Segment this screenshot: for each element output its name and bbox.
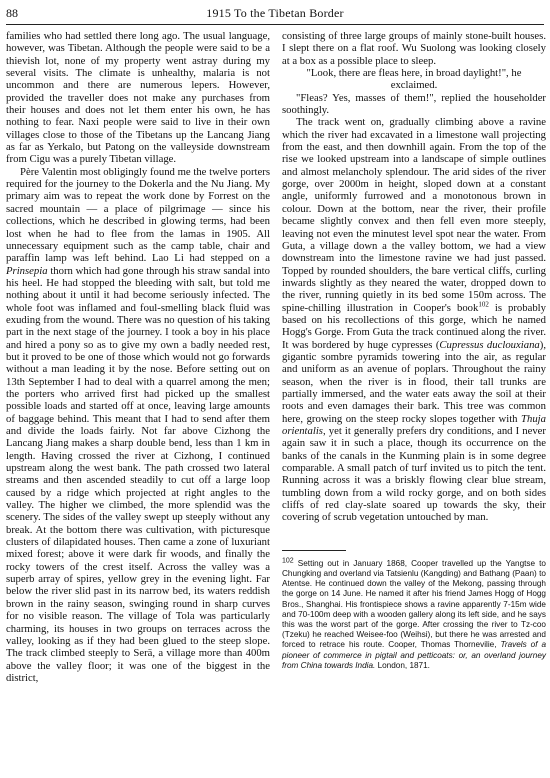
left-column [6,30,270,684]
footnote: $^{102}$ Setting out in January 1868, Cooper travelled up the Yangtse to Chungking and overland via Tatsienlu (Kangding) and Bathang (Paan) to Atentse. He continued down the valley of the Mekong, passing through the gorge on 14 June. He named it after his friend James Hogg of Hogg Bros., Shanghai. His frontispiece shows a ravine apparently 7-15m wide and 70-100m deep with a wooden gallery along its left side, and he says this was the worst part of the gorge. After crossing the river to Tz-coo (Tzeku) he reached Weisee-foo (Weihsi), but there he was arrested and forced to retrace his route. Cooper, Thomas Thornevilie, Travels of a pioneer of commerce in pigtail and petticoats: or, an overland journey from China towards India. London, 1871. [282,557,546,670]
page-number: 88 [6,6,18,20]
footnote-rule [282,550,346,551]
right-column [282,30,546,671]
paragraph: "Fleas? Yes, masses of them!", replied the householder soothingly. [282,91,546,117]
header-rule [6,24,544,25]
paragraph: families who had settled there long ago. The usual language, however, was Tibetan. Although the people were said to be a thievish lot, none of my property went astray during my several visits. The climate is unhealthy, malaria is not uncommon and there are numerous lepers. However, provided the traveller does not make any purchases from their houses and does not let them enter his own, he has nothing to fear. Naxi people were said to live in their own villages close to those of the Tibetans up the Lancang Jiang as far as Yerkalo, but Patong on the valleyside downstream from Cigu was a purely Tibetan village. [6,30,270,166]
running-title: 1915 To the Tibetan Border [206,6,344,20]
page-header [6,6,544,22]
paragraph: consisting of three large groups of mainly stone-built houses. I slept there on a flat roof. Wu Suolong was looking closely at a box as a possible place to sleep. [282,30,546,67]
footnote-number: 102 [282,557,294,565]
paragraph: Père Valentin most obligingly found me the twelve porters required for the journey to the Dokerla and the Nu Jiang. My primary aim was to repeat the work done by Forrest on the sacred mountain — a place of pilgrimage — since his collections, which he described in glowing terms, had been lost when he had to flee from the lamas in 1905. All unnecessary equipment such as the camp table, chair and paraffin lamp was left behind. Lao Li had stepped on a Prinsepia thorn which had gone through his straw sandal into his heel. He had stopped the bleeding with salt, but told me nothing about it until it had become seriously infected. The whole foot was inflamed and foul-smelling black fluid was exuding from the wound. There was no question of his taking part in the next stage of the journey. I took a boy in his place and hired a pony so as to give my own a badly needed rest, but it proved to be one of those which would not go forwards without a man leading it by the nose. Before setting out on 13th September I had to deal with a quarrel among the men; the porters who arrived first had picked up the smallest possible loads and started off at once, leaving large amounts of baggage behind. This meant that I had to send after them and divide the loads fairly. Not far above Cizhong the Lancang Jiang makes a sharp double bend, less than 1 km in length. Having crossed the river at Cizhong, I continued upstream along the west bank. The path crossed two lateral streams and then ascended steadily to cut off a large loop caused by a ridge which projected at right angles to the valley. The higher we climbed, the more splendid was the scenery. The sides of the valley swept up steeply without any break. At the bottom there was cultivation, with picturesque clusters of dilapidated houses. Then came a zone of luxuriant mixed forest; above it were dark fir woods, and finally the rocky towers of the crest itself. Across the valley was a superb array of spires, yellow grey in the evening light. Far below the river slid past in its narrow bed, its waters reddish brown in the rainy season, swinging round in sharp curves for no visible reason. The village of Tola was particularly charming, its houses in two groups on terraces across the valley, looking as if they had been glued to the steep slope. The track climbed steeply to Serä, a village more than 400m above the valley floor; it was one of the biggest in the district, [6,165,270,684]
footnote-ref[interactable]: 102 [478,300,489,308]
paragraph: The track went on, gradually climbing above a ravine which the river had excavated in a limestone wall projecting from the east, and then downhill again. From the top of the rise we looked upstream into a landscape of simple outlines and almost melancholy splendour. The arid sides of the river gorge, over 2000m in height, sloped down at a constant angle, uniformly furrowed and a monotonous brown in colour. Down at the bottom, near the river, their profile became slightly convex and then fell even more steeply, leaving not even the minutest level spot near the water. From Guta, a village down a the valley bottom, we had a view downstream into the limestone ravine we had just passed. Topped by rounded shoulders, the bare vertical cliffs, curling inwards slightly as they neared the water, dropped down to the river, running quietly in its bed some 150m across. The spine-chilling illustration in Cooper's book$^{102}$ is probably based on his recollections of this gorge, which he named Hogg's Gorge. From Guta the track continued along the river. It was bordered by huge cypresses (Cupressus duclouxiana), gigantic sombre pyramids towering into the air, as regular and uniform as an avenue of poplars. Throughout the rainy season, when the river is in flood, their tall trunks are partially immersed, and the water eats away the soil at their roots and even damages their bark. This tree was common here, growing on the steep rocky slopes together with Thuja orientalis, yet it generally prefers dry conditions, and I never again saw it in such a place, though its occurrence on the banks of the canals in the Kunming plain is in some degree comparable. A small patch of turf invited us to pitch the tent. Running across it was a briskly flowing clear blue stream, tumbling down from a wild rocky gorge, and on both sides cliffs of red clay-slate soared up towards the sky, their covering of scrub vegetation untouched by man. [282,116,546,524]
paragraph: "Look, there are fleas here, in broad daylight!", he exclaimed. [306,67,522,92]
